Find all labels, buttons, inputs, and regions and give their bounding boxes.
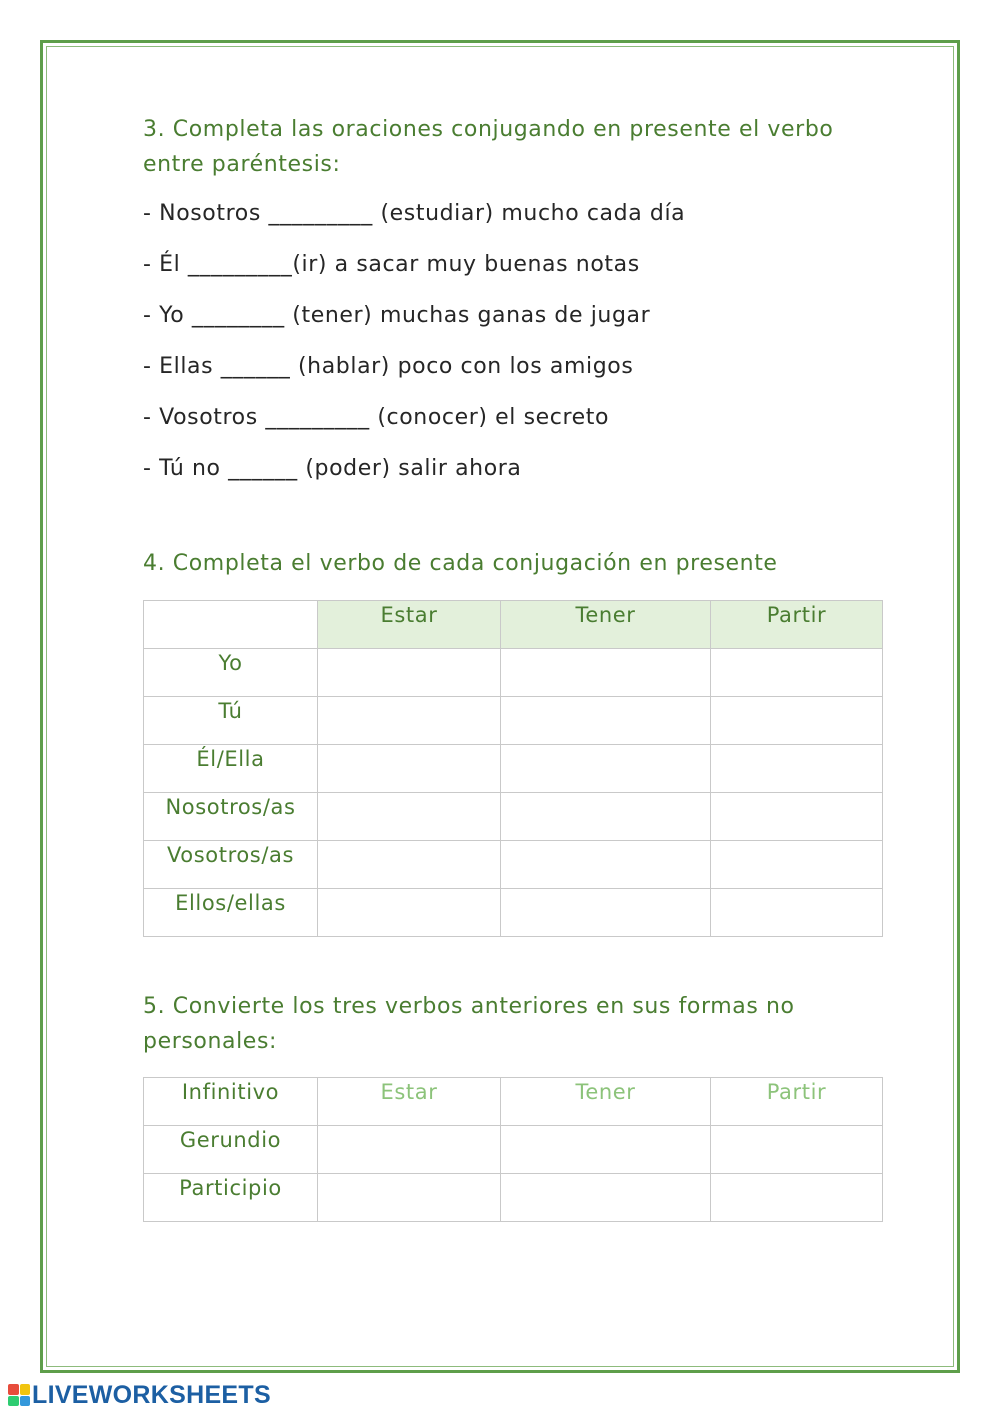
exercise-3: [143, 112, 883, 486]
logo-text: LIVEWORKSHEETS: [32, 1380, 271, 1409]
infinitive-tener: Tener: [501, 1078, 711, 1126]
label-gerundio: Gerundio: [144, 1126, 318, 1174]
table-row: [144, 1126, 883, 1174]
table-header-row: [144, 601, 883, 649]
answer-cell[interactable]: [501, 697, 711, 745]
answer-cell[interactable]: [501, 793, 711, 841]
answer-cell[interactable]: [501, 889, 711, 937]
pronoun-el-ella: Él/Ella: [144, 745, 318, 793]
label-participio: Participio: [144, 1174, 318, 1222]
answer-cell[interactable]: [318, 697, 501, 745]
sentence-1: - Nosotros _________ (estudiar) mucho cada día: [143, 201, 686, 226]
answer-cell[interactable]: [501, 649, 711, 697]
exercise-3-title: 3. Completa las oraciones conjugando en presente el verbo entre paréntesis:: [143, 117, 834, 177]
table-row: [144, 649, 883, 697]
answer-cell[interactable]: [501, 745, 711, 793]
answer-cell[interactable]: [318, 793, 501, 841]
answer-cell[interactable]: [318, 1126, 501, 1174]
infinitive-estar: Estar: [318, 1078, 501, 1126]
answer-cell[interactable]: [711, 1174, 883, 1222]
logo-blocks-icon: [8, 1384, 30, 1406]
liveworksheets-logo: [8, 1382, 271, 1408]
header-partir: Partir: [711, 601, 883, 649]
conjugation-table: [143, 600, 883, 937]
sentence-5: - Vosotros _________ (conocer) el secreto: [143, 405, 610, 430]
table-row: [144, 1078, 883, 1126]
pronoun-ellos: Ellos/ellas: [144, 889, 318, 937]
table-row: [144, 1174, 883, 1222]
answer-cell[interactable]: [711, 649, 883, 697]
sentence-4: - Ellas ______ (hablar) poco con los amigos: [143, 354, 634, 379]
pronoun-yo: Yo: [144, 649, 318, 697]
answer-cell[interactable]: [711, 841, 883, 889]
header-estar: Estar: [318, 601, 501, 649]
answer-cell[interactable]: [318, 841, 501, 889]
header-corner-cell: [144, 601, 318, 649]
pronoun-nosotros: Nosotros/as: [144, 793, 318, 841]
exercise-4-title: 4. Completa el verbo de cada conjugación en presente: [143, 551, 778, 576]
worksheet-content: [143, 112, 883, 1222]
label-infinitivo: Infinitivo: [144, 1078, 318, 1126]
answer-cell[interactable]: [318, 1174, 501, 1222]
table-row: [144, 793, 883, 841]
answer-cell[interactable]: [501, 1174, 711, 1222]
answer-cell[interactable]: [318, 649, 501, 697]
exercise-4: [143, 546, 883, 937]
exercise-5-title: 5. Convierte los tres verbos anteriores en sus formas no personales:: [143, 994, 795, 1054]
answer-cell[interactable]: [501, 841, 711, 889]
infinitive-partir: Partir: [711, 1078, 883, 1126]
answer-cell[interactable]: [711, 889, 883, 937]
table-row: [144, 745, 883, 793]
non-personal-forms-table: [143, 1077, 883, 1222]
exercise-5: [143, 989, 883, 1222]
table-row: [144, 697, 883, 745]
sentence-3: - Yo ________ (tener) muchas ganas de jugar: [143, 303, 651, 328]
answer-cell[interactable]: [318, 745, 501, 793]
pronoun-tu: Tú: [144, 697, 318, 745]
answer-cell[interactable]: [501, 1126, 711, 1174]
pronoun-vosotros: Vosotros/as: [144, 841, 318, 889]
table-row: [144, 841, 883, 889]
answer-cell[interactable]: [318, 889, 501, 937]
answer-cell[interactable]: [711, 745, 883, 793]
sentence-2: - Él _________(ir) a sacar muy buenas notas: [143, 252, 640, 277]
answer-cell[interactable]: [711, 1126, 883, 1174]
answer-cell[interactable]: [711, 697, 883, 745]
table-row: [144, 889, 883, 937]
answer-cell[interactable]: [711, 793, 883, 841]
header-tener: Tener: [501, 601, 711, 649]
sentence-6: - Tú no ______ (poder) salir ahora: [143, 456, 522, 481]
